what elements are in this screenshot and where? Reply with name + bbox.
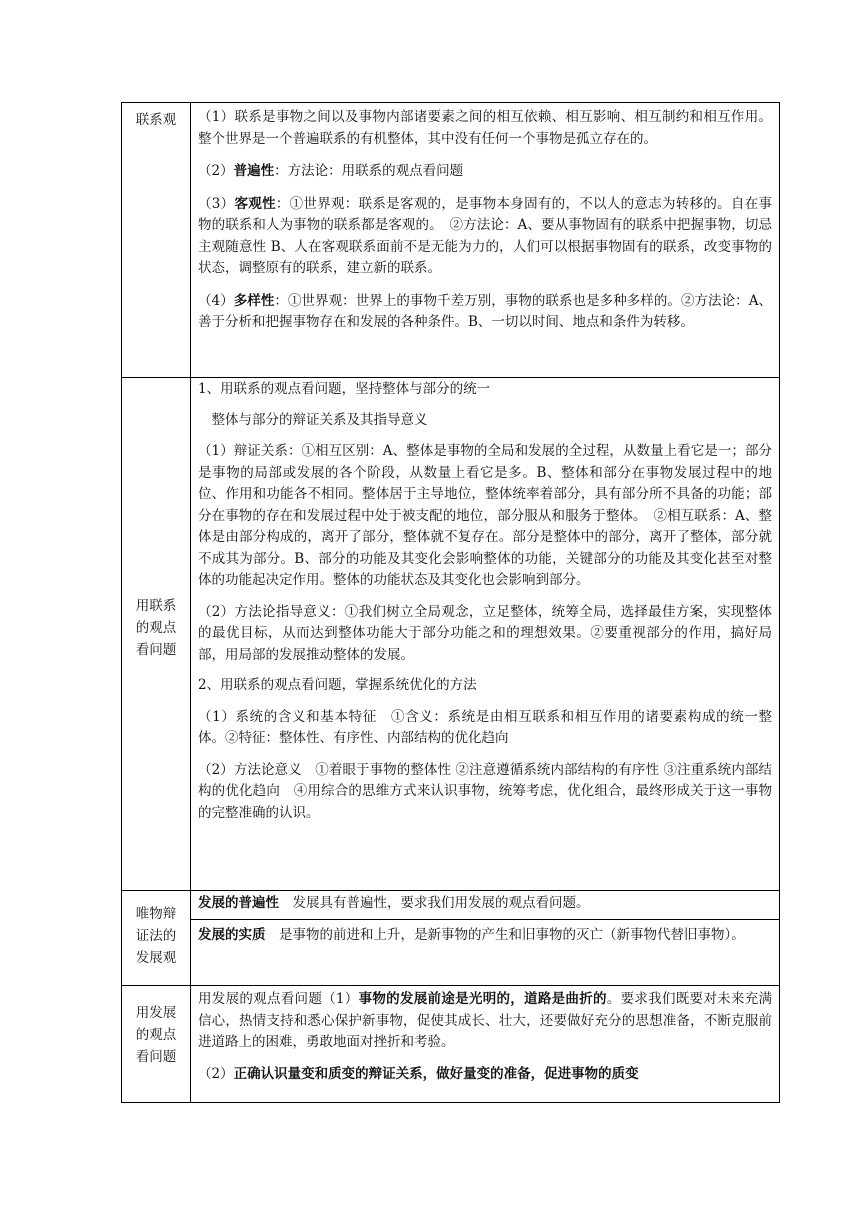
paragraph: （2）方法论指导意义：①我们树立全局观念，立足整体，统筹全局，选择最佳方案，实现整体的最优目标，从而达到整体功能大于部分功能之和的理想效果。②要重视部分的作用，搞好局部，用局部的发展推动整体的发展。 (198, 603, 772, 663)
paragraph: （3）客观性：①世界观：联系是客观的，是事物本身固有的，不以人的意志为转移的。自在事物的联系和人为事物的联系都是客观的。 ②方法论：A、要从事物固有的联系中把握事物，切忌主观随意性 B、人在客观联系面前不是无能为力的，人们可以根据事物固有的联系，改变事物的状态，调整原有的联系，建立新的联系。 (198, 195, 773, 276)
paragraph: 2、用联系的观点看问题，掌握系统优化的方法 (198, 677, 477, 693)
term-objectivity: 客观性 (234, 195, 276, 212)
paragraph: （1）系统的含义和基本特征 ①含义：系统是由相互联系和相互作用的诸要素构成的统一整体。②特征：整体性、有序性、内部结构的优化趋向 (198, 708, 772, 746)
paragraph: （2）正确认识量变和质变的辩证关系，做好量变的准备，促进事物的质变 (198, 1065, 639, 1082)
row-development-method (122, 986, 780, 1103)
paragraph: 用发展的观点看问题（1）事物的发展前途是光明的，道路是曲折的。要求我们既要对未来充满信心，热情支持和悉心保护新事物，促使其成长、壮大，还要做好充分的思想准备，不断克服前进道路上的困难，勇敢地面对挫折和考验。 (198, 991, 773, 1050)
label-cell (122, 378, 191, 891)
paragraph: 1、用联系的观点看问题，坚持整体与部分的统一 (198, 381, 491, 397)
content-cell (191, 986, 780, 1103)
key-point-prospect: 事物的发展前途是光明的，道路是曲折的 (358, 991, 607, 1007)
label-cell (122, 891, 191, 986)
notes-table (121, 102, 780, 1103)
key-point-quantity-quality: 正确认识量变和质变的辩证关系，做好量变的准备，促进事物的质变 (233, 1065, 639, 1082)
row-label: 用发展的观点看问题 (135, 1005, 177, 1065)
label-cell (122, 103, 191, 378)
term-diversity: 多样性 (233, 292, 275, 309)
content-cell (191, 103, 780, 378)
row-label: 联系观 (135, 112, 177, 128)
paragraph: （2）普遍性：方法论：用联系的观点看问题 (198, 163, 464, 179)
paragraph: （1）联系是事物之间以及事物内部诸要素之间的相互依赖、相互影响、相互制约和相互作用。整个世界是一个普遍联系的有机整体，其中没有任何一个事物是孤立存在的。 (198, 109, 772, 147)
row-label: 用联系的观点看问题 (135, 598, 177, 658)
content-cell (191, 378, 780, 891)
paragraph: 发展的实质 是事物的前进和上升，是新事物的产生和旧事物的灭亡（新事物代替旧事物）。 (198, 926, 745, 943)
paragraph: （1）辩证关系：①相互区别：A、整体是事物的全局和发展的全过程，从数量上看它是一；部分是事物的局部或发展的各个阶段，从数量上看它是多。B、整体和部分在事物发展过程中的地位、作用和功能各不相同。整体居于主导地位，整体统率着部分，具有部分所不具备的功能；部分在事物的存在和发展过程中处于被支配的地位，部分服从和服务于整体。 ②相互联系：A、整体是由部分构成的，离开了部分，整体就不复存在。部分是整体中的部分，离开了整体，部分就不成其为部分。B、部分的功能及其变化会影响整体的功能，关键部分的功能及其变化甚至对整体的功能起决定作用。整体的功能状态及其变化也会影响到部分。 (198, 443, 772, 588)
term-development-essence: 发展的实质 (198, 926, 266, 943)
label-cell (122, 986, 191, 1103)
content-cell (191, 891, 780, 986)
paragraph: 整体与部分的辩证关系及其指导意义 (198, 411, 428, 428)
row-connection-view (122, 103, 780, 378)
row-connection-method (122, 378, 780, 891)
paragraph: （2）方法论意义 ①着眼于事物的整体性 ②注意遵循系统内部结构的有序性 ③注重系统内部结构的优化趋向 ④用综合的思维方式来认识事物，统筹考虑，优化组合，最终形成关于这一事物的完整准确的认识。 (198, 761, 772, 821)
term-universality: 普遍性 (233, 163, 275, 179)
paragraph: 发展的普遍性 发展具有普遍性，要求我们用发展的观点看问题。 (198, 895, 590, 911)
row-label: 唯物辩证法的发展观 (135, 906, 177, 966)
term-development-universality: 发展的普遍性 (198, 895, 279, 911)
row-development-view (122, 891, 780, 986)
paragraph: （4）多样性：①世界观：世界上的事物千差万别，事物的联系也是多种多样的。②方法论：A、善于分析和把握事物存在和发展的各种条件。B、一切以时间、地点和条件为转移。 (198, 292, 773, 330)
